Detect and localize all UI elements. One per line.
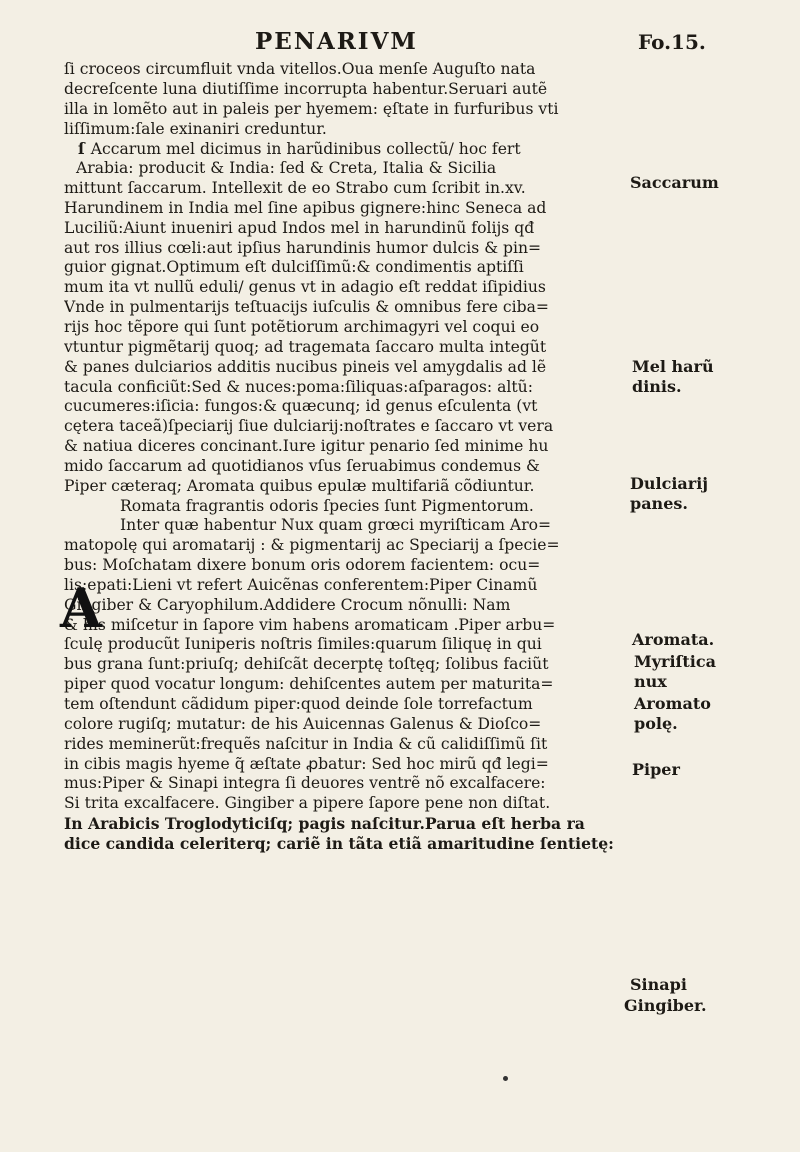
text-line-11: guior gignat.Optimum eſt dulciſſimũ:& condimentis aptiſſi <box>64 258 524 277</box>
margin-note-mel-harundinis-1: Mel harũ <box>632 357 714 376</box>
margin-note-panes: panes. <box>630 494 688 513</box>
decorated-initial-a: A <box>60 576 102 640</box>
text-line-16: & panes dulciarios additis nucibus pineis vel amygdalis ad lẽ <box>64 357 547 376</box>
text-line-4: liſſimum:ſale exinaniri creduntur. <box>64 119 327 138</box>
text-line-30: ſculę producũt Iuniperis noſtris ſimiles:quarum ſiliquę in qui <box>64 635 542 654</box>
running-title: PENARIVM <box>255 28 418 55</box>
text-line-17: tacula conficiũt:Sed & nuces:poma:ſiliquas:aſparagos: altũ: <box>64 377 533 396</box>
margin-note-pole: polę. <box>634 714 678 733</box>
margin-note-saccarum: Saccarum <box>630 173 719 192</box>
text-line-3: illa in lomẽto aut in paleis per hyemem: ęſtate in furfuribus vti <box>64 99 559 118</box>
text-line-31: bus grana ſunt:priuſq; dehiſcãt decerptę toſtęq; ſolibus faciũt <box>64 655 549 674</box>
text-line-26: bus: Moſchatam dixere bonum oris odorem facientem: ocu= <box>64 556 541 575</box>
text-line-39: In Arabicis Troglodyticiſq; pagis naſcitur.Parua eſt herba ra <box>64 814 585 834</box>
text-line-40: dice candida celeriterq; cariẽ in tãta etiã amaritudine ſentietę: <box>64 833 614 853</box>
text-line-34: colore rugiſq; mutatur: de his Auicennas Galenus & Dioſco= <box>64 714 542 733</box>
paragraph-initial-s: ſ <box>78 139 85 159</box>
text-line-25: matopolę qui aromatarij : & pigmentarij ac Speciarij a ſpecie= <box>64 536 560 555</box>
margin-note-nux: nux <box>634 672 667 691</box>
text-line-23: Romata fragrantis odoris ſpecies ſunt Pigmentorum. <box>120 496 534 515</box>
text-line-14: rijs hoc tẽpore qui ſunt potẽtiorum archimagyri vel coqui eo <box>64 317 540 336</box>
text-line-35: rides meminerũt:frequẽs naſcitur in India & cũ calidiſſimũ ſit <box>64 734 548 753</box>
margin-note-piper: Piper <box>632 760 680 779</box>
text-line-37: mus:Piper & Sinapi integra ſi deuores ventrẽ nõ excalfacere: <box>64 774 546 793</box>
text-line-12: mum ita vt nullũ eduli/ genus vt in adagio eſt reddat iſipidius <box>64 278 546 297</box>
text-line-10: aut ros illius cœli:aut ipſius harundinis humor dulcis & pin= <box>64 238 542 257</box>
text-line-38: Si trita excalfacere. Gingiber a pipere ſapore pene non diſtat. <box>64 794 551 813</box>
margin-note-myristica: Myriſtica <box>634 652 716 671</box>
text-line-33: tem oſtendunt cãdidum piper:quod deinde ſole torrefactum <box>64 695 533 713</box>
text-line-15: vtuntur pigmẽtarij quoq; ad tragemata ſaccaro multa integũt <box>64 337 547 356</box>
text-line-24: Inter quæ habentur Nux quam grœci myriſticam Aro= <box>120 516 552 535</box>
text-line-19: cętera taceã)ſpeciarij ſiue dulciarij:noſtrates e ſaccaro vt vera <box>64 417 554 436</box>
ink-dot <box>503 1076 508 1081</box>
text-line-32: piper quod vocatur longum: dehiſcentes autem per maturita= <box>64 675 554 694</box>
margin-note-aromato: Aromato <box>634 694 711 713</box>
text-line-18: cucumeres:iſicia: fungos:& quæcunq; id genus eſculenta (vt <box>64 397 538 416</box>
text-line-1: ſi croceos circumfluit vnda vitellos.Oua menſe Auguſto nata <box>64 60 536 78</box>
text-line-27: lis:epati:Lieni vt refert Auicẽnas conferentem:Piper Cinamũ <box>64 575 538 594</box>
text-line-9: Luciliũ:Aiunt inueniri apud Indos mel in harundinũ folijs qđ <box>64 218 535 237</box>
folio-number: Fo.15. <box>638 30 706 54</box>
margin-note-dulciarij: Dulciarij <box>630 474 709 493</box>
margin-note-mel-harundinis-2: dinis. <box>632 377 682 396</box>
margin-note-sinapi: Sinapi <box>630 975 687 994</box>
text-line-6: Arabia: producit & India: ſed & Creta, Italia & Sicilia <box>76 159 497 178</box>
text-line-28: Gingiber & Caryophilum.Addidere Crocum nõnulli: Nam <box>64 595 511 614</box>
text-line-20: & natiua diceres concinant.Iure igitur penario ſed minime hu <box>64 437 549 456</box>
text-line-29: & his miſcetur in ſapore vim habens aromaticam .Piper arbu= <box>64 615 556 634</box>
text-line-21: mido ſaccarum ad quotidianos vſus ſeruabimus condemus & <box>64 456 540 475</box>
text-line-2: decreſcente luna diutiſſime incorrupta habentur.Seruari autẽ <box>64 79 548 98</box>
text-line-5-content: Accarum mel dicimus in harũdinibus collectũ/ hoc fert <box>90 140 521 159</box>
text-line-22: Piper cæteraq; Aromata quibus epulæ multifariã cõdiuntur. <box>64 476 535 495</box>
text-line-8: Harundinem in India mel ſine apibus gignere:hinc Seneca ad <box>64 198 547 217</box>
margin-note-aromata: Aromata. <box>632 630 715 649</box>
text-line-7: mittunt ſaccarum. Intellexit de eo Strabo cum ſcribit in.xv. <box>64 179 526 198</box>
margin-note-gingiber: Gingiber. <box>624 996 707 1015</box>
text-line-36: in cibis magis hyeme q̃ æſtate ꝓbatur: Sed hoc mirũ qđ legi= <box>64 754 549 773</box>
text-line-13: Vnde in pulmentarijs teſtuacijs iuſculis & omnibus fere ciba= <box>64 298 549 317</box>
